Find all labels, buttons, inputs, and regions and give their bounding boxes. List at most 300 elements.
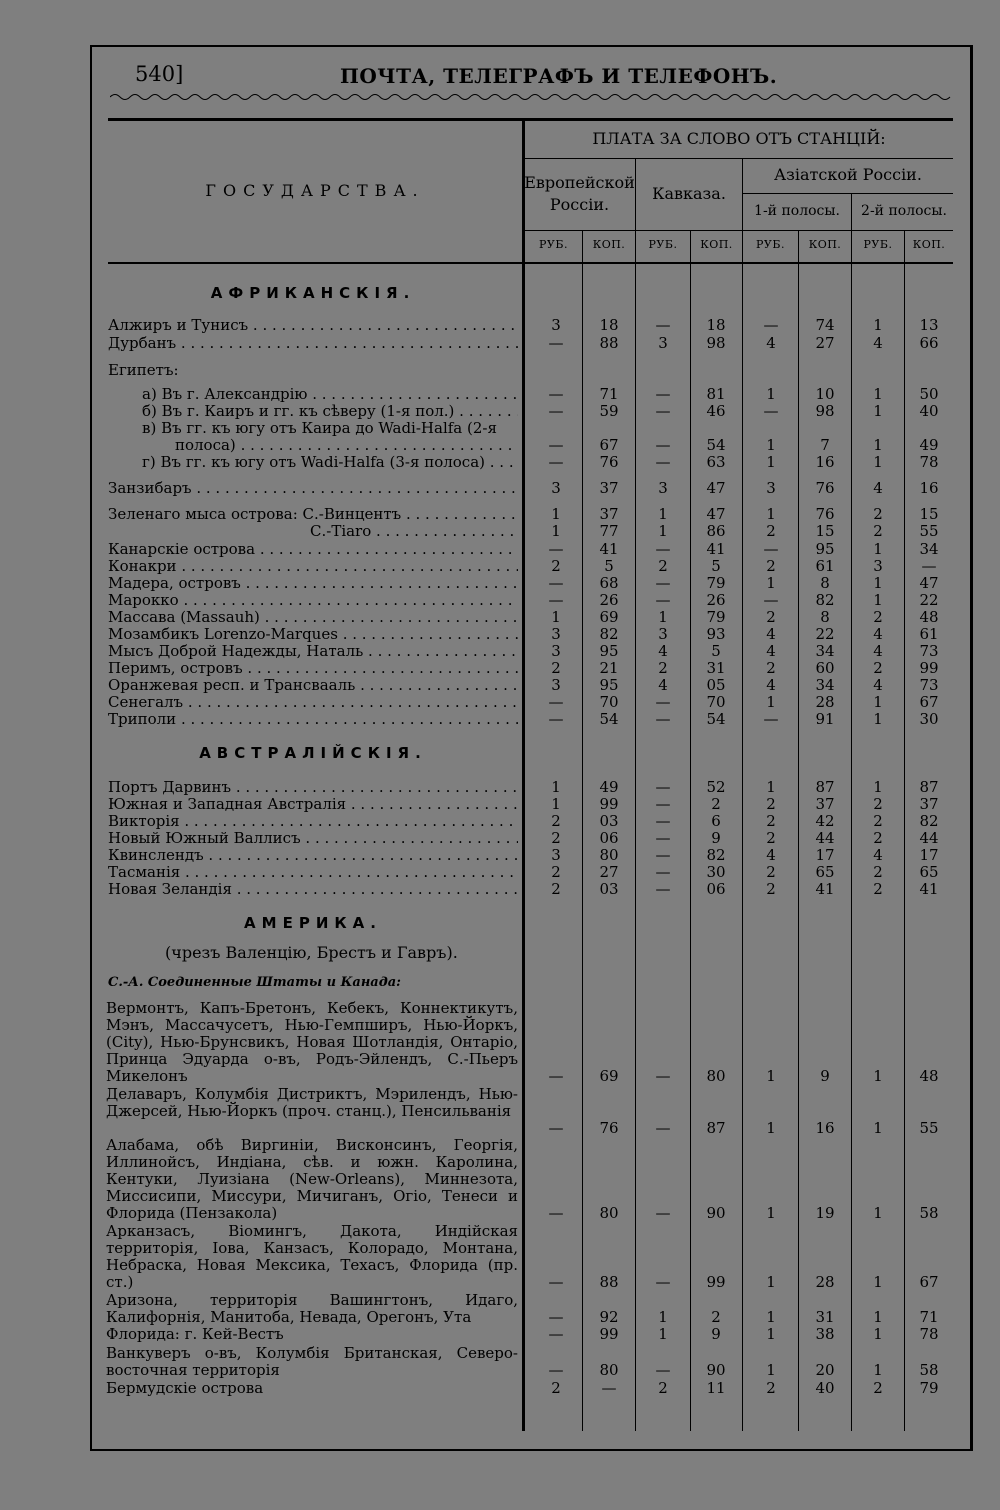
column-rule xyxy=(635,158,636,1431)
value-cell: 2 xyxy=(766,795,776,813)
value-cell: 87 xyxy=(815,778,835,796)
value-cell: 1 xyxy=(766,453,776,471)
value-cell: 71 xyxy=(919,1308,939,1326)
value-cell: — xyxy=(763,316,779,334)
value-cell: 2 xyxy=(658,1379,668,1397)
value-cell: 40 xyxy=(919,402,939,420)
value-cell: 17 xyxy=(919,846,939,864)
value-cell: 2 xyxy=(711,1308,721,1326)
value-cell: 41 xyxy=(706,540,726,558)
row-label: Триполи . . . xyxy=(108,711,518,728)
value-cell: 1 xyxy=(873,574,883,592)
row-label: Флорида: г. Кей-Вестъ xyxy=(106,1326,284,1343)
value-cell: 2 xyxy=(551,1379,561,1397)
page-number: 540] xyxy=(135,62,184,86)
value-cell: 2 xyxy=(766,557,776,575)
value-cell: 61 xyxy=(815,557,835,575)
value-cell: 82 xyxy=(706,846,726,864)
zone1-header: 1-й полосы. xyxy=(754,203,840,219)
value-cell: 48 xyxy=(919,608,939,626)
value-cell: 1 xyxy=(658,608,668,626)
value-cell: 3 xyxy=(551,479,561,497)
value-cell: 93 xyxy=(706,625,726,643)
value-cell: 2 xyxy=(766,812,776,830)
value-cell: 1 xyxy=(873,1308,883,1326)
value-cell: 88 xyxy=(599,1273,619,1291)
value-cell: 1 xyxy=(873,591,883,609)
value-cell: 92 xyxy=(599,1308,619,1326)
value-cell: 80 xyxy=(599,1361,619,1379)
value-cell: 70 xyxy=(599,693,619,711)
value-cell: 4 xyxy=(766,676,776,694)
value-cell: 34 xyxy=(815,676,835,694)
value-cell: 54 xyxy=(706,436,726,454)
value-cell: 4 xyxy=(873,676,883,694)
value-cell: 15 xyxy=(815,522,835,540)
row-label: Канарскіе острова . . . xyxy=(108,541,518,558)
value-cell: 37 xyxy=(599,505,619,523)
value-cell: 2 xyxy=(551,557,561,575)
value-cell: 2 xyxy=(766,880,776,898)
value-cell: 3 xyxy=(658,334,668,352)
page-title: ПОЧТА, ТЕЛЕГРАФЪ И ТЕЛЕФОНЪ. xyxy=(340,64,778,88)
value-cell: — xyxy=(655,1204,671,1222)
row-label: Новый Южный Валлисъ . . . xyxy=(108,830,518,847)
value-cell: 5 xyxy=(711,557,721,575)
value-cell: — xyxy=(655,812,671,830)
value-cell: 1 xyxy=(766,385,776,403)
value-cell: 4 xyxy=(766,334,776,352)
value-cell: 2 xyxy=(711,795,721,813)
section-africa: АФРИКАНСКІЯ. xyxy=(210,284,416,302)
unit-kop: КОП. xyxy=(808,238,842,251)
value-cell: 99 xyxy=(599,795,619,813)
value-cell: — xyxy=(655,829,671,847)
value-cell: 1 xyxy=(873,1204,883,1222)
value-cell: 1 xyxy=(873,1119,883,1137)
value-cell: 48 xyxy=(919,1067,939,1085)
value-cell: 3 xyxy=(551,676,561,694)
value-cell: 82 xyxy=(815,591,835,609)
unit-rub: РУБ. xyxy=(648,238,678,251)
value-cell: 4 xyxy=(873,846,883,864)
value-cell: — xyxy=(548,385,564,403)
value-cell: 50 xyxy=(919,385,939,403)
value-cell: 2 xyxy=(551,863,561,881)
unit-kop: КОП. xyxy=(912,238,946,251)
value-cell: 90 xyxy=(706,1361,726,1379)
value-cell: 70 xyxy=(706,693,726,711)
row-label: Мадера, островъ . . . xyxy=(108,575,518,592)
value-cell: 1 xyxy=(766,693,776,711)
value-cell: 58 xyxy=(919,1361,939,1379)
value-cell: 80 xyxy=(706,1067,726,1085)
value-cell: 65 xyxy=(919,863,939,881)
value-cell: 71 xyxy=(599,385,619,403)
row-label: Делаваръ, Колумбія Дистриктъ, Мэрилендъ, Нью-Джерсей, Нью-Йоркъ (проч. станц.), Пенсильванія xyxy=(106,1086,518,1120)
value-cell: — xyxy=(655,710,671,728)
value-cell: 73 xyxy=(919,642,939,660)
value-cell: — xyxy=(548,1119,564,1137)
value-cell: 21 xyxy=(599,659,619,677)
value-cell: 1 xyxy=(873,402,883,420)
value-cell: — xyxy=(655,693,671,711)
value-cell: — xyxy=(548,1067,564,1085)
value-cell: 3 xyxy=(873,557,883,575)
header-rule-price xyxy=(525,158,953,159)
value-cell: 4 xyxy=(766,846,776,864)
value-cell: 67 xyxy=(599,436,619,454)
value-cell: 80 xyxy=(599,1204,619,1222)
value-cell: 2 xyxy=(766,608,776,626)
unit-rub: РУБ. xyxy=(756,238,785,251)
value-cell: — xyxy=(548,1204,564,1222)
value-cell: 47 xyxy=(919,574,939,592)
value-cell: — xyxy=(655,880,671,898)
value-cell: 86 xyxy=(706,522,726,540)
value-cell: 06 xyxy=(599,829,619,847)
value-cell: — xyxy=(548,334,564,352)
value-cell: 74 xyxy=(815,316,835,334)
value-cell: 82 xyxy=(599,625,619,643)
row-label: Ванкуверъ о-въ, Колумбія Британская, Северо-восточная территорія xyxy=(106,1345,518,1379)
value-cell: 1 xyxy=(873,316,883,334)
value-cell: 77 xyxy=(599,522,619,540)
value-cell: 31 xyxy=(706,659,726,677)
value-cell: 16 xyxy=(919,479,939,497)
value-cell: 59 xyxy=(599,402,619,420)
value-cell: 1 xyxy=(766,1273,776,1291)
value-cell: 2 xyxy=(551,659,561,677)
value-cell: 1 xyxy=(551,778,561,796)
value-cell: 9 xyxy=(711,829,721,847)
america-subsection: С.-А. Соединенные Штаты и Канада: xyxy=(108,975,401,990)
value-cell: — xyxy=(655,385,671,403)
value-cell: 1 xyxy=(766,1067,776,1085)
row-label: Алабама, обѣ Виргиніи, Висконсинъ, Георгія, Иллинойсъ, Индіана, сѣв. и южн. Каролина, Кентуки, Луизіана (New-Orleans), Миннезота, Миссисипи, Миссури, Мичиганъ, Огіо, Тенеси и Флорида (Пензакола) xyxy=(106,1137,518,1222)
value-cell: 1 xyxy=(873,778,883,796)
value-cell: 37 xyxy=(815,795,835,813)
row-label: Квинслендъ . . . xyxy=(108,847,518,864)
value-cell: — xyxy=(548,591,564,609)
value-cell: 2 xyxy=(873,659,883,677)
value-cell: 3 xyxy=(766,479,776,497)
value-cell: 40 xyxy=(815,1379,835,1397)
value-cell: 26 xyxy=(599,591,619,609)
value-cell: 2 xyxy=(551,829,561,847)
value-cell: — xyxy=(655,574,671,592)
unit-kop: КОП. xyxy=(700,238,733,251)
value-cell: 67 xyxy=(919,693,939,711)
value-cell: 65 xyxy=(815,863,835,881)
value-cell: 13 xyxy=(919,316,939,334)
value-cell: 61 xyxy=(919,625,939,643)
value-cell: 76 xyxy=(815,479,835,497)
value-cell: — xyxy=(548,574,564,592)
row-label: Аризона, территорія Вашингтонъ, Идаго, Калифорнія, Манитоба, Невада, Орегонъ, Ута xyxy=(106,1292,518,1326)
value-cell: 2 xyxy=(873,505,883,523)
row-label: а) Въ г. Александрію . . . xyxy=(142,386,518,403)
value-cell: 2 xyxy=(766,1379,776,1397)
value-cell: 1 xyxy=(766,505,776,523)
value-cell: 2 xyxy=(873,880,883,898)
value-cell: 1 xyxy=(658,1325,668,1343)
value-cell: 4 xyxy=(766,642,776,660)
value-cell: 1 xyxy=(551,505,561,523)
value-cell: — xyxy=(548,436,564,454)
row-label: Конакри . . . xyxy=(108,558,518,575)
row-label: Египетъ: xyxy=(108,362,179,379)
value-cell: 76 xyxy=(599,1119,619,1137)
row-label: Дурбанъ . . . xyxy=(108,335,518,352)
europe-header-line2: Россіи. xyxy=(549,195,610,214)
value-cell: 79 xyxy=(919,1379,939,1397)
value-cell: 22 xyxy=(919,591,939,609)
value-cell: 90 xyxy=(706,1204,726,1222)
row-label: б) Въ г. Каиръ и гг. къ сѣверу (1-я пол.) . . . xyxy=(142,403,518,420)
value-cell: 37 xyxy=(599,479,619,497)
value-cell: 1 xyxy=(873,1273,883,1291)
value-cell: 49 xyxy=(919,436,939,454)
row-label: С.-Tiaro . . . xyxy=(310,523,518,540)
value-cell: — xyxy=(655,795,671,813)
value-cell: 1 xyxy=(766,1325,776,1343)
value-cell: — xyxy=(763,402,779,420)
value-cell: 1 xyxy=(873,710,883,728)
value-cell: 3 xyxy=(658,479,668,497)
value-cell: 41 xyxy=(919,880,939,898)
value-cell: 06 xyxy=(706,880,726,898)
value-cell: 6 xyxy=(711,812,721,830)
value-cell: 47 xyxy=(706,479,726,497)
unit-rub: РУБ. xyxy=(863,238,893,251)
value-cell: 30 xyxy=(919,710,939,728)
value-cell: 4 xyxy=(873,334,883,352)
value-cell: 99 xyxy=(919,659,939,677)
value-cell: 2 xyxy=(873,829,883,847)
value-cell: 52 xyxy=(706,778,726,796)
value-cell: 1 xyxy=(873,1067,883,1085)
row-label: Сенегалъ . . . xyxy=(108,694,518,711)
value-cell: 4 xyxy=(873,479,883,497)
value-cell: 1 xyxy=(658,1308,668,1326)
value-cell: 79 xyxy=(706,574,726,592)
price-header: ПЛАТА ЗА СЛОВО ОТЪ СТАНЦІЙ: xyxy=(592,129,886,148)
caucasus-header: Кавказа. xyxy=(652,184,726,203)
value-cell: 91 xyxy=(815,710,835,728)
column-rule xyxy=(582,230,583,1431)
value-cell: 3 xyxy=(551,316,561,334)
value-cell: 19 xyxy=(815,1204,835,1222)
value-cell: 73 xyxy=(919,676,939,694)
value-cell: 47 xyxy=(706,505,726,523)
value-cell: 1 xyxy=(766,1361,776,1379)
value-cell: — xyxy=(655,863,671,881)
row-label: Оранжевая респ. и Трансвааль . . . xyxy=(108,677,518,694)
value-cell: 98 xyxy=(815,402,835,420)
value-cell: 15 xyxy=(919,505,939,523)
europe-header-line1: Европейской xyxy=(524,173,635,192)
value-cell: 18 xyxy=(706,316,726,334)
value-cell: 1 xyxy=(658,505,668,523)
value-cell: 88 xyxy=(599,334,619,352)
row-label: Мозамбикъ Lorenzo-Marques . . . xyxy=(108,626,518,643)
row-label: Марокко . . . xyxy=(108,592,518,609)
value-cell: — xyxy=(548,693,564,711)
row-label: Тасманія . . . xyxy=(108,864,518,881)
value-cell: 22 xyxy=(815,625,835,643)
row-label: Южная и Западная Австралія . . . xyxy=(108,796,518,813)
value-cell: 4 xyxy=(873,642,883,660)
value-cell: 2 xyxy=(873,522,883,540)
value-cell: 3 xyxy=(551,625,561,643)
row-label: г) Въ гг. къ югу отъ Wadi-Halfa (3-я полоса) . . . xyxy=(142,454,518,471)
value-cell: — xyxy=(655,1273,671,1291)
value-cell: — xyxy=(655,540,671,558)
value-cell: 8 xyxy=(820,608,830,626)
value-cell: 99 xyxy=(599,1325,619,1343)
row-label: Зеленаго мыса острова: С.-Винцентъ . . . xyxy=(108,506,518,523)
value-cell: 2 xyxy=(658,659,668,677)
value-cell: 1 xyxy=(873,436,883,454)
value-cell: 1 xyxy=(873,693,883,711)
row-label: Арканзасъ, Віомингъ, Дакота, Индійская территорія, Іова, Канзасъ, Колорадо, Монтана, Небраска, Новая Мексика, Техасъ, Флорида (пр. ст.) xyxy=(106,1223,518,1291)
value-cell: 1 xyxy=(551,522,561,540)
value-cell: 5 xyxy=(604,557,614,575)
value-cell: 69 xyxy=(599,1067,619,1085)
value-cell: 26 xyxy=(706,591,726,609)
value-cell: 54 xyxy=(599,710,619,728)
header-bottom-rule xyxy=(108,262,953,264)
value-cell: 1 xyxy=(766,1308,776,1326)
value-cell: — xyxy=(655,778,671,796)
value-cell: 2 xyxy=(551,812,561,830)
value-cell: 2 xyxy=(873,1379,883,1397)
value-cell: 2 xyxy=(873,795,883,813)
value-cell: 9 xyxy=(820,1067,830,1085)
value-cell: 78 xyxy=(919,453,939,471)
america-via-note: (чрезъ Валенцію, Брестъ и Гавръ). xyxy=(165,943,458,962)
value-cell: 1 xyxy=(551,608,561,626)
value-cell: 2 xyxy=(873,608,883,626)
value-cell: — xyxy=(655,846,671,864)
value-cell: 1 xyxy=(658,522,668,540)
value-cell: 80 xyxy=(599,846,619,864)
header-top-rule xyxy=(108,118,953,121)
column-rule-main xyxy=(522,121,525,1431)
column-rule xyxy=(851,193,852,1431)
value-cell: 82 xyxy=(919,812,939,830)
value-cell: 03 xyxy=(599,880,619,898)
value-cell: 20 xyxy=(815,1361,835,1379)
value-cell: 2 xyxy=(766,829,776,847)
value-cell: 95 xyxy=(599,676,619,694)
value-cell: 63 xyxy=(706,453,726,471)
value-cell: 3 xyxy=(658,625,668,643)
value-cell: 76 xyxy=(599,453,619,471)
row-label: Перимъ, островъ . . . xyxy=(108,660,518,677)
value-cell: — xyxy=(763,710,779,728)
value-cell: 66 xyxy=(919,334,939,352)
value-cell: 4 xyxy=(766,625,776,643)
value-cell: 60 xyxy=(815,659,835,677)
value-cell: 99 xyxy=(706,1273,726,1291)
value-cell: — xyxy=(655,402,671,420)
value-cell: — xyxy=(548,402,564,420)
value-cell: 69 xyxy=(599,608,619,626)
value-cell: 41 xyxy=(815,880,835,898)
value-cell: 81 xyxy=(706,385,726,403)
value-cell: 18 xyxy=(599,316,619,334)
value-cell: 2 xyxy=(766,659,776,677)
unit-rub: РУБ. xyxy=(539,238,568,251)
column-rule xyxy=(798,230,799,1431)
value-cell: — xyxy=(601,1379,617,1397)
value-cell: 4 xyxy=(658,676,668,694)
value-cell: — xyxy=(548,710,564,728)
row-label: Новая Зеландія . . . xyxy=(108,881,518,898)
value-cell: — xyxy=(548,1325,564,1343)
value-cell: 79 xyxy=(706,608,726,626)
value-cell: 55 xyxy=(919,1119,939,1137)
value-cell: 9 xyxy=(711,1325,721,1343)
value-cell: — xyxy=(548,453,564,471)
value-cell: 10 xyxy=(815,385,835,403)
header-rule-units xyxy=(525,230,953,231)
row-label: Портъ Дарвинъ . . . xyxy=(108,779,518,796)
value-cell: 98 xyxy=(706,334,726,352)
value-cell: 7 xyxy=(820,436,830,454)
value-cell: 41 xyxy=(599,540,619,558)
value-cell: 1 xyxy=(873,1361,883,1379)
value-cell: — xyxy=(655,1361,671,1379)
value-cell: 03 xyxy=(599,812,619,830)
row-label: Алжиръ и Тунисъ . . . xyxy=(108,317,518,334)
value-cell: 95 xyxy=(599,642,619,660)
value-cell: 76 xyxy=(815,505,835,523)
value-cell: 2 xyxy=(873,812,883,830)
value-cell: 34 xyxy=(919,540,939,558)
value-cell: 1 xyxy=(873,1325,883,1343)
value-cell: 3 xyxy=(551,642,561,660)
row-label: Занзибаръ . . . xyxy=(108,480,518,497)
value-cell: 1 xyxy=(873,385,883,403)
row-label: Вермонтъ, Капъ-Бретонъ, Кебекъ, Коннектикутъ, Мэнъ, Массачусетъ, Нью-Гемпширъ, Нью-Йоркъ, (City), Нью-Брунсвикъ, Новая Шотландія, Онтаріо, Принца Эдуарда о-въ, Родъ-Эйлендъ, С.-Пьеръ Микелонъ xyxy=(106,1000,518,1085)
row-label: в) Въ гг. къ югу отъ Каира до Wadi-Halfa (2-я xyxy=(142,420,497,437)
value-cell: 1 xyxy=(873,453,883,471)
value-cell: 28 xyxy=(815,693,835,711)
value-cell: 67 xyxy=(919,1273,939,1291)
header-rule-asia xyxy=(743,193,953,194)
row-label: Массава (Massauh) . . . xyxy=(108,609,518,626)
value-cell: — xyxy=(655,1119,671,1137)
value-cell: 2 xyxy=(766,863,776,881)
value-cell: — xyxy=(548,540,564,558)
value-cell: 37 xyxy=(919,795,939,813)
value-cell: — xyxy=(763,591,779,609)
value-cell: 78 xyxy=(919,1325,939,1343)
value-cell: 1 xyxy=(766,1119,776,1137)
value-cell: 1 xyxy=(766,778,776,796)
value-cell: 2 xyxy=(766,522,776,540)
value-cell: 44 xyxy=(815,829,835,847)
column-rule xyxy=(690,230,691,1431)
value-cell: 1 xyxy=(766,1204,776,1222)
value-cell: 27 xyxy=(599,863,619,881)
value-cell: — xyxy=(655,453,671,471)
zone2-header: 2-й полосы. xyxy=(861,203,947,219)
value-cell: — xyxy=(655,436,671,454)
